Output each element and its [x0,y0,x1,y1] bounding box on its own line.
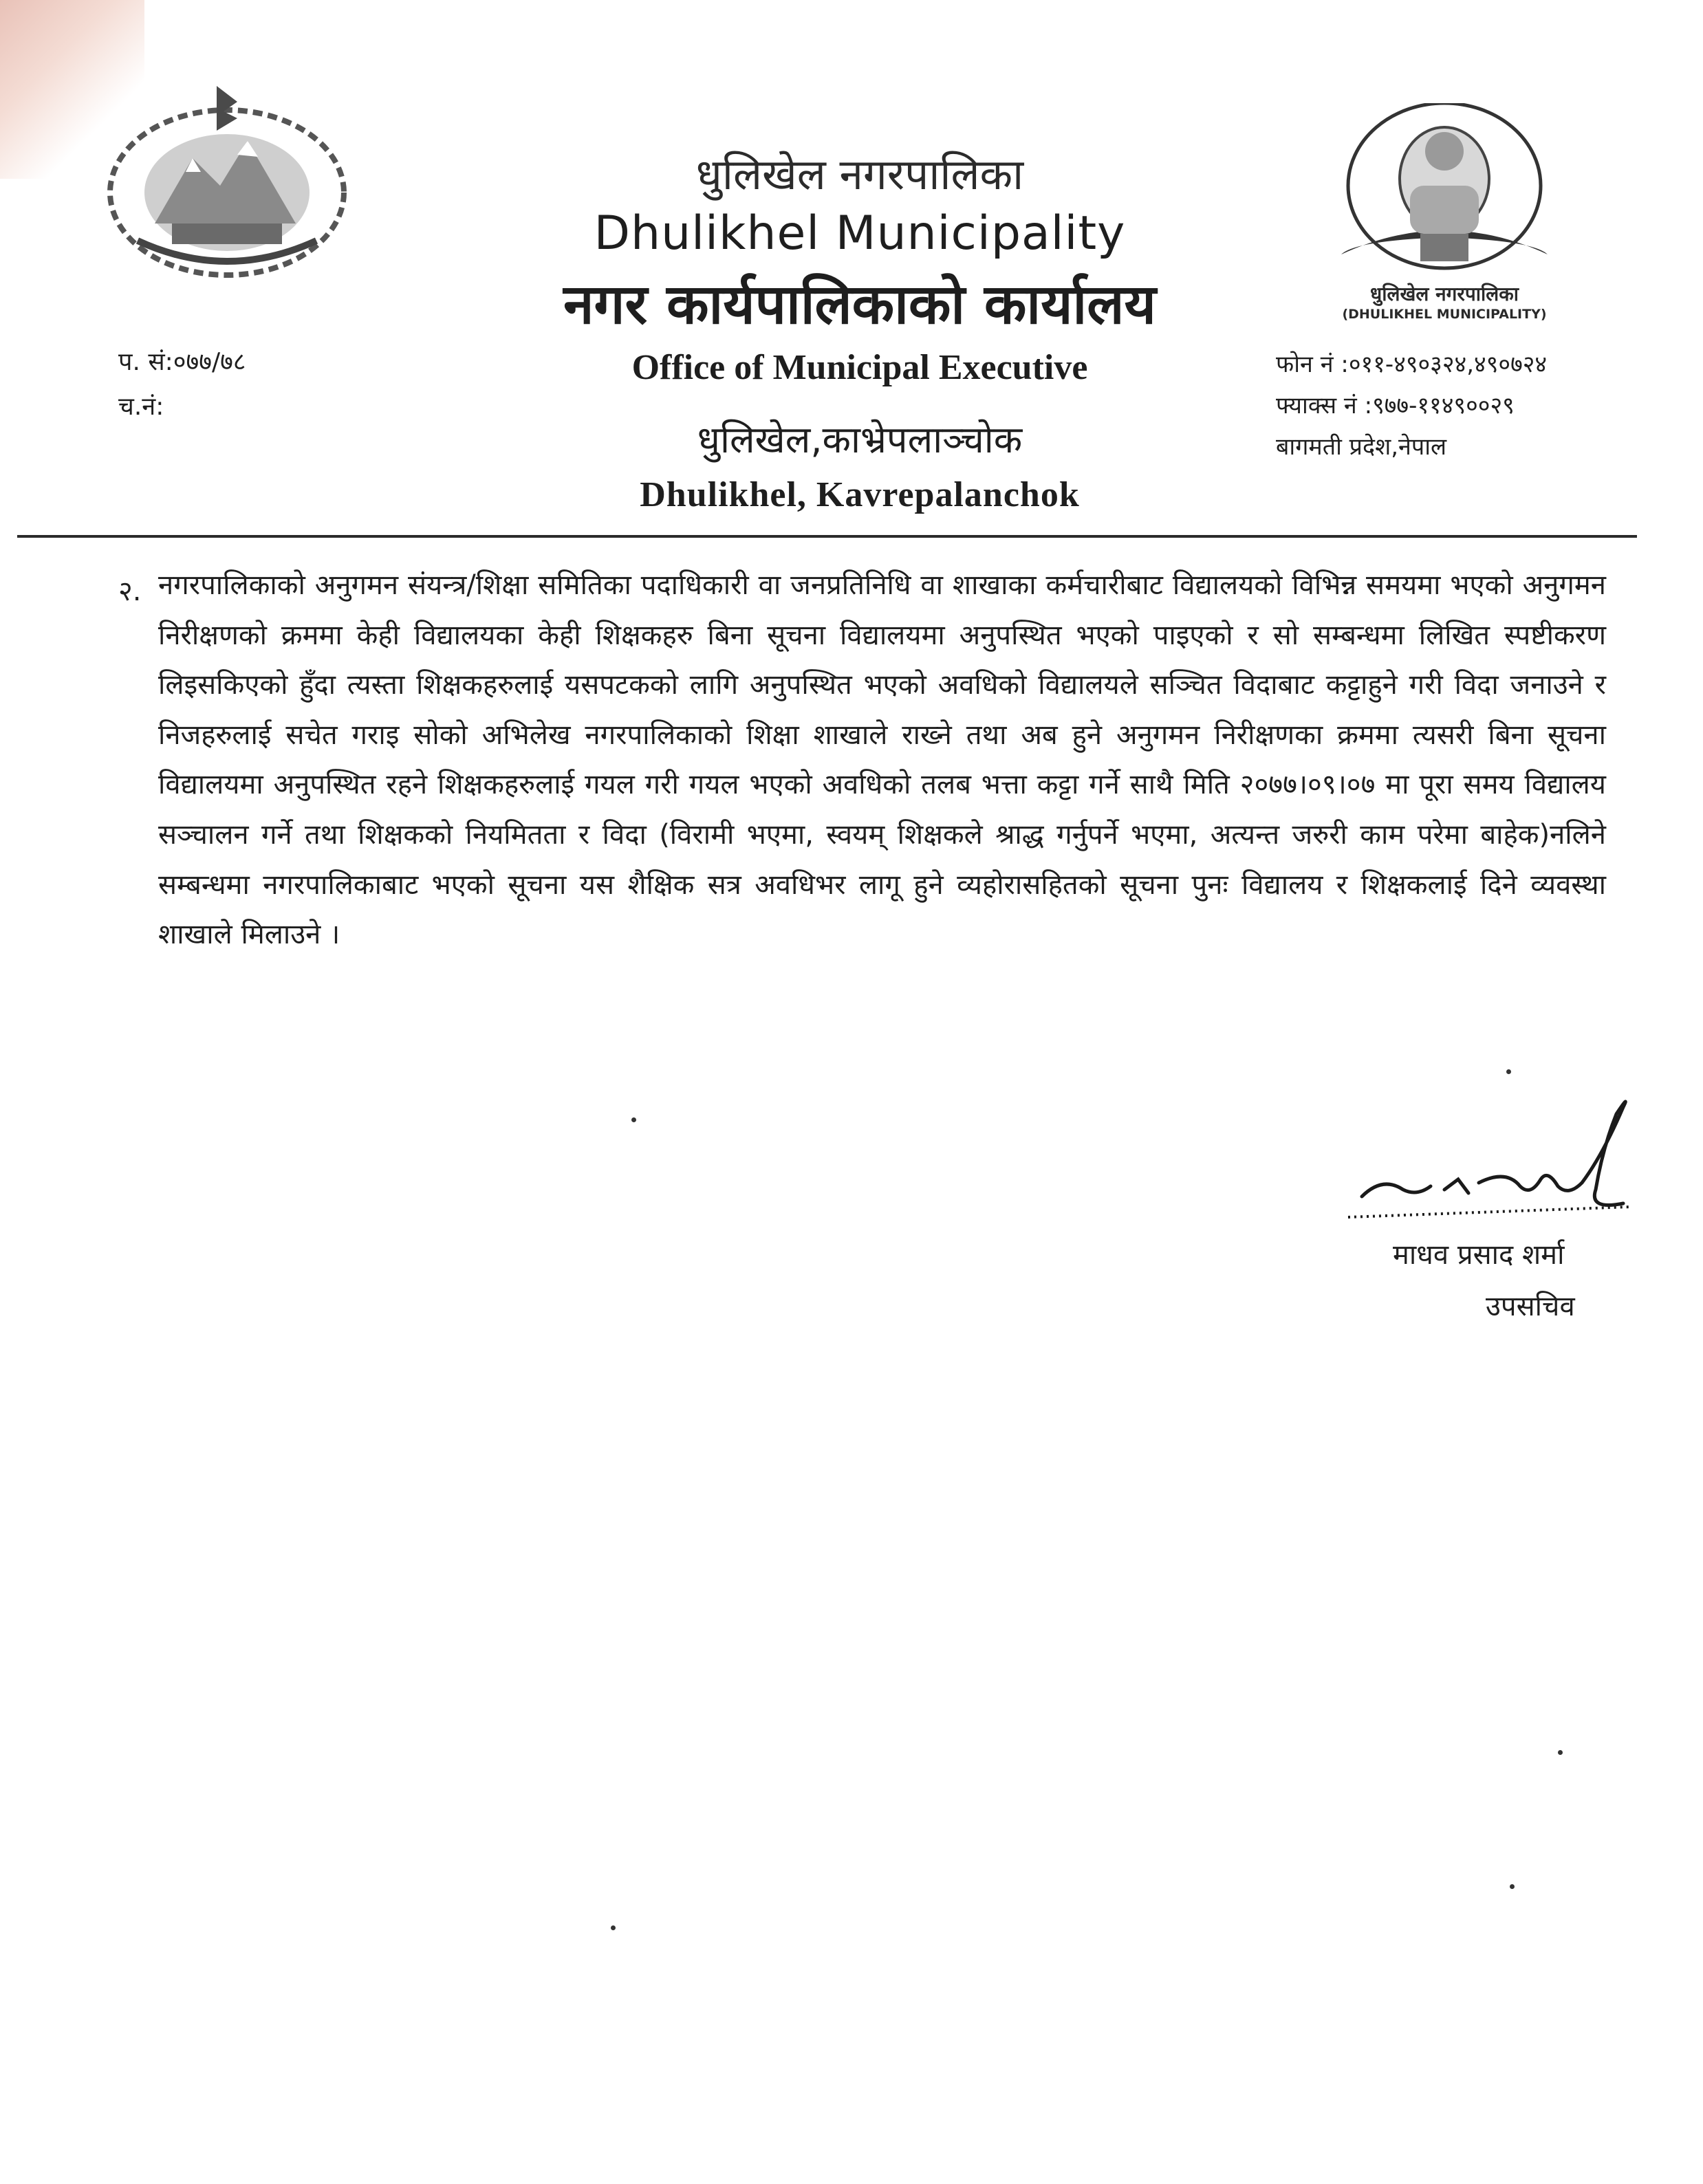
logo-caption-english: (DHULIKHEL MUNICIPALITY) [1342,307,1547,322]
phone-number: फोन नं :०११-४९०३२४,४९०७२४ [1276,351,1548,378]
municipality-name-english: Dhulikhel Municipality [594,206,1126,261]
fax-number: फ्याक्स नं :९७७-११४९००२९ [1276,392,1515,419]
scan-speck [611,1925,616,1930]
logo-caption-nepali: धुलिखेल नगरपालिका [1370,283,1519,305]
dispatch-number: च.नं: [118,393,164,421]
municipality-name-nepali: धुलिखेल नगरपालिका [695,149,1024,199]
scan-speck [1506,1069,1511,1074]
location-nepali: धुलिखेल,काभ्रेपलाञ्चोक [697,418,1023,461]
signatory-name: माधव प्रसाद शर्मा [1393,1239,1565,1271]
paragraph-number: २. [118,576,142,607]
header-divider [17,535,1637,538]
body-paragraph: नगरपालिकाको अनुगमन संयन्त्र/शिक्षा समितिका पदाधिकारी वा जनप्रतिनिधि वा शाखाका कर्मचारीबाट विद्यालयको विभिन्न समयमा भएको अनुगमन निरीक्षणको क्रममा केही विद्यालयका केही शिक्षकहरु बिना सूचना विद्यालयमा अनुपस्थित भएको पाइएको र सो सम्बन्धमा लिखित स्पष्टीकरण लिइसकिएको हुँदा त्यस्ता शिक्षकहरुलाई यसपटकको लागि अनुपस्थित भएको अवधिको विद्यालयले सञ्चित विदाबाट कट्टाहुने गरी विदा जनाउने र निजहरुलाई सचेत गराइ सोको अभिलेख नगरपालिकाको शिक्षा शाखाले राख्ने तथा अब हुने अनुगमन निरीक्षणका क्रममा त्यसरी बिना सूचना विद्यालयमा अनुपस्थित रहने शिक्षकहरुलाई गयल गरी गयल भएको अवधिको तलब भत्ता कट्टा गर्ने साथै मिति २०७७।०९।०७ मा पूरा समय विद्यालय सञ्चालन गर्ने तथा शिक्षकको नियमितता र विदा (विरामी भएमा, स्वयम् शिक्षकले श्राद्ध गर्नुपर्ने भएमा, अत्यन्त जरुरी काम परेमा बाहेक)नलिने सम्बन्धमा नगरपालिकाबाट भएको सूचना यस शैक्षिक सत्र अवधिभर लागू हुने व्यहोरासहितको सूचना पुनः विद्यालय र शिक्षकलाई दिने व्यवस्था शाखाले मिलाउने । [158,569,1606,951]
location-english: Dhulikhel, Kavrepalanchok [640,475,1080,514]
nepal-government-emblem [89,76,365,289]
letter-number: प. सं:०७७/७८ [118,348,246,376]
scan-speck [631,1117,636,1122]
signatory-designation: उपसचिव [1486,1291,1575,1322]
office-name-english: Office of Municipal Executive [631,348,1088,387]
office-name-nepali: नगर कार्यपालिकाको कार्यालय [563,272,1156,336]
province-address: बागमती प्रदेश,नेपाल [1276,433,1447,461]
scan-speck [1510,1884,1515,1889]
scan-speck [1558,1750,1563,1755]
handwritten-signature [1341,1093,1637,1224]
